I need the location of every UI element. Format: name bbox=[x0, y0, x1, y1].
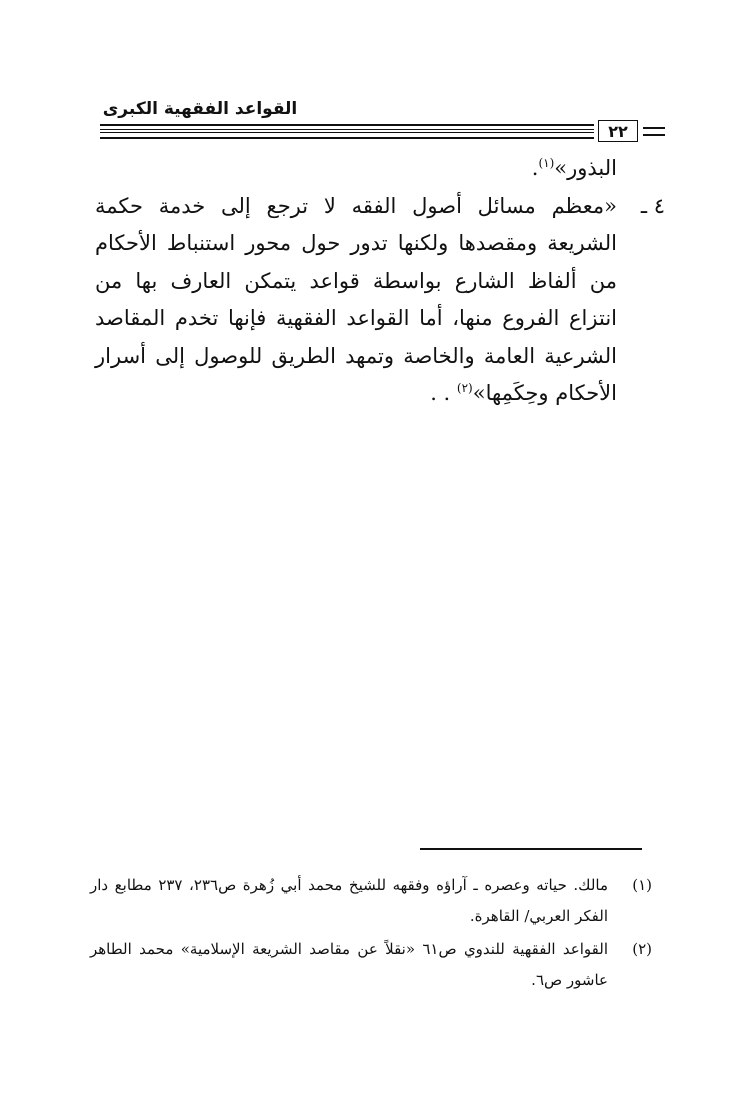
continuation-paragraph bbox=[95, 150, 665, 188]
continuation-end: . bbox=[531, 156, 539, 180]
list-item bbox=[95, 188, 665, 413]
footnote-number: (١) bbox=[632, 876, 652, 894]
header-rule bbox=[100, 124, 594, 126]
list-item-text-block bbox=[95, 188, 617, 413]
footnotes bbox=[90, 870, 652, 998]
page-number-ornament bbox=[643, 134, 665, 136]
footnote-item bbox=[90, 870, 652, 932]
main-text bbox=[95, 150, 665, 413]
header-rule bbox=[100, 137, 594, 139]
footnote-ref: (٢) bbox=[456, 381, 473, 395]
quotation-text: «معظم مسائل أصول الفقه لا ترجع إلى خدمة حكمة الشريعة ومقصدها ولكنها تدور حول محور استنباط الأحكام من ألفاظ الشارع بواسطة قواعد يتمكن العارف بها من انتزاع الفروع منها، أما القواعد الفقهية فإنها تخدم المقاصد الشرعية العامة والخاصة وتمهد الطريق للوصول إلى أسرار الأحكام وحِكَمِها» bbox=[95, 193, 617, 405]
page-number-ornament bbox=[643, 127, 665, 129]
footnote-number: (٢) bbox=[632, 940, 652, 958]
footnote-text: مالك. حياته وعصره ـ آراؤه وفقهه للشيخ محمد أبي زُهرة ص٢٣٦، ٢٣٧ مطابع دار الفكر العربي/ القاهرة. bbox=[90, 876, 608, 925]
running-title: القواعد الفقهية الكبرى bbox=[102, 99, 298, 119]
quotation-end: . . bbox=[430, 381, 451, 405]
header-rule bbox=[100, 129, 594, 130]
footnote-ref: (١) bbox=[538, 156, 555, 170]
footnote-separator bbox=[420, 848, 642, 850]
continuation-text: البذور» bbox=[554, 156, 617, 180]
list-item-number: ٤ ـ bbox=[640, 193, 665, 218]
header-rule bbox=[100, 132, 594, 133]
footnote-item bbox=[90, 934, 652, 996]
page-number: ٢٢ bbox=[598, 120, 638, 142]
footnote-text: القواعد الفقهية للندوي ص٦١ «نقلاً عن مقاصد الشريعة الإسلامية» محمد الطاهر عاشور ص٦. bbox=[90, 940, 608, 989]
